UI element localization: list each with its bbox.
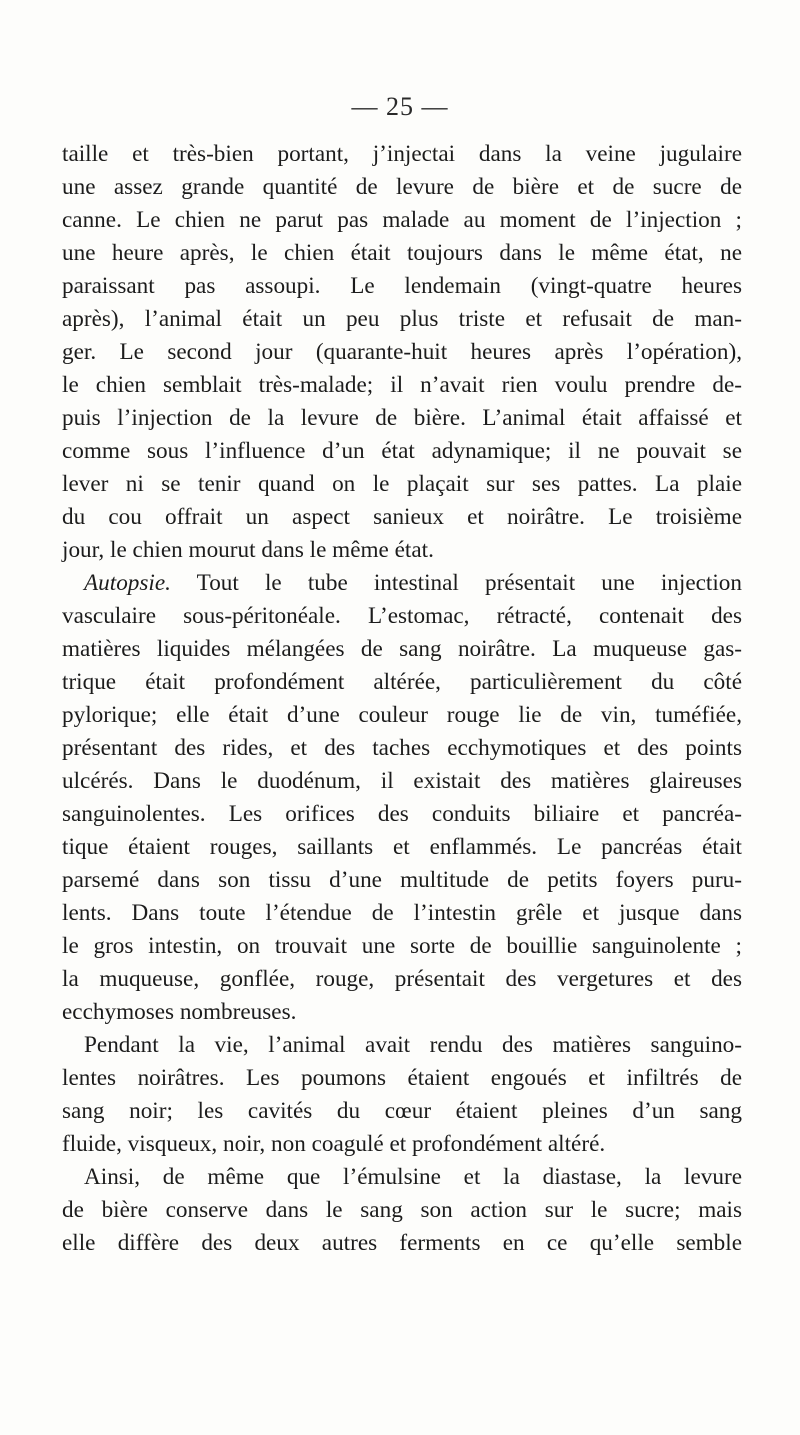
text-line: trique était profondément altérée, particulièrement du côté bbox=[62, 669, 742, 695]
text-line: de bière conserve dans le sang son action sur le sucre; mais bbox=[62, 1197, 742, 1223]
text-line: sang noir; les cavités du cœur étaient pleines d’un sang bbox=[62, 1098, 742, 1124]
text-line: elle diffère des deux autres ferments en ce qu’elle semble bbox=[62, 1230, 742, 1256]
text-line: fluide, visqueux, noir, non coagulé et profondément altéré. bbox=[62, 1131, 606, 1157]
text-line: lents. Dans toute l’étendue de l’intestin grêle et jusque dans bbox=[62, 900, 742, 926]
text-line: sanguinolentes. Les orifices des conduits biliaire et pancréa- bbox=[62, 801, 742, 827]
autopsy-heading: Autopsie. bbox=[84, 570, 171, 596]
text-line: jour, le chien mourut dans le même état. bbox=[62, 537, 434, 563]
text-line: canne. Le chien ne parut pas malade au moment de l’injection ; bbox=[62, 207, 742, 233]
autopsy-line bbox=[62, 567, 742, 600]
page-number: — 25 — bbox=[351, 92, 449, 121]
text-line: du cou offrait un aspect sanieux et noirâtre. Le troisième bbox=[62, 504, 742, 530]
text-line: Ainsi, de même que l’émulsine et la diastase, la levure bbox=[84, 1164, 742, 1190]
text-line: paraissant pas assoupi. Le lendemain (vingt-quatre heures bbox=[62, 273, 742, 299]
text-line: le gros intestin, on trouvait une sorte de bouillie sanguinolente ; bbox=[62, 933, 742, 959]
body-text bbox=[62, 138, 742, 1260]
text-line: Pendant la vie, l’animal avait rendu des matières sanguino- bbox=[84, 1032, 742, 1058]
text-line: comme sous l’influence d’un état adynamique; il ne pouvait se bbox=[62, 438, 742, 464]
text-line: le chien semblait très-malade; il n’avait rien voulu prendre de- bbox=[62, 372, 742, 398]
text-line: la muqueuse, gonflée, rouge, présentait des vergetures et des bbox=[62, 966, 742, 992]
text-line: taille et très-bien portant, j’injectai dans la veine jugulaire bbox=[62, 141, 742, 167]
text-line: vasculaire sous-péritonéale. L’estomac, rétracté, contenait des bbox=[62, 603, 742, 629]
text-line: matières liquides mélangées de sang noirâtre. La muqueuse gas- bbox=[62, 636, 742, 662]
text-line: tique étaient rouges, saillants et enflammés. Le pancréas était bbox=[62, 834, 742, 860]
text-line: une heure après, le chien était toujours dans le même état, ne bbox=[62, 240, 742, 266]
text-line: présentant des rides, et des taches ecchymotiques et des points bbox=[62, 735, 742, 761]
text-line: après), l’animal était un peu plus triste et refusait de man- bbox=[62, 306, 742, 332]
text-line: ecchymoses nombreuses. bbox=[62, 999, 297, 1025]
text-line: puis l’injection de la levure de bière. L’animal était affaissé et bbox=[62, 405, 742, 431]
autopsy-first-line: Tout le tube intestinal présentait une injection bbox=[196, 570, 742, 596]
text-line: parsemé dans son tissu d’une multitude de petits foyers puru- bbox=[62, 867, 742, 893]
text-line: une assez grande quantité de levure de bière et de sucre de bbox=[62, 174, 742, 200]
text-line: lever ni se tenir quand on le plaçait sur ses pattes. La plaie bbox=[62, 471, 742, 497]
text-line: pylorique; elle était d’une couleur rouge lie de vin, tuméfiée, bbox=[62, 702, 742, 728]
text-line: lentes noirâtres. Les poumons étaient engoués et infiltrés de bbox=[62, 1065, 742, 1091]
text-line: ger. Le second jour (quarante-huit heures après l’opération), bbox=[62, 339, 742, 365]
text-line: ulcérés. Dans le duodénum, il existait des matières glaireuses bbox=[62, 768, 742, 794]
